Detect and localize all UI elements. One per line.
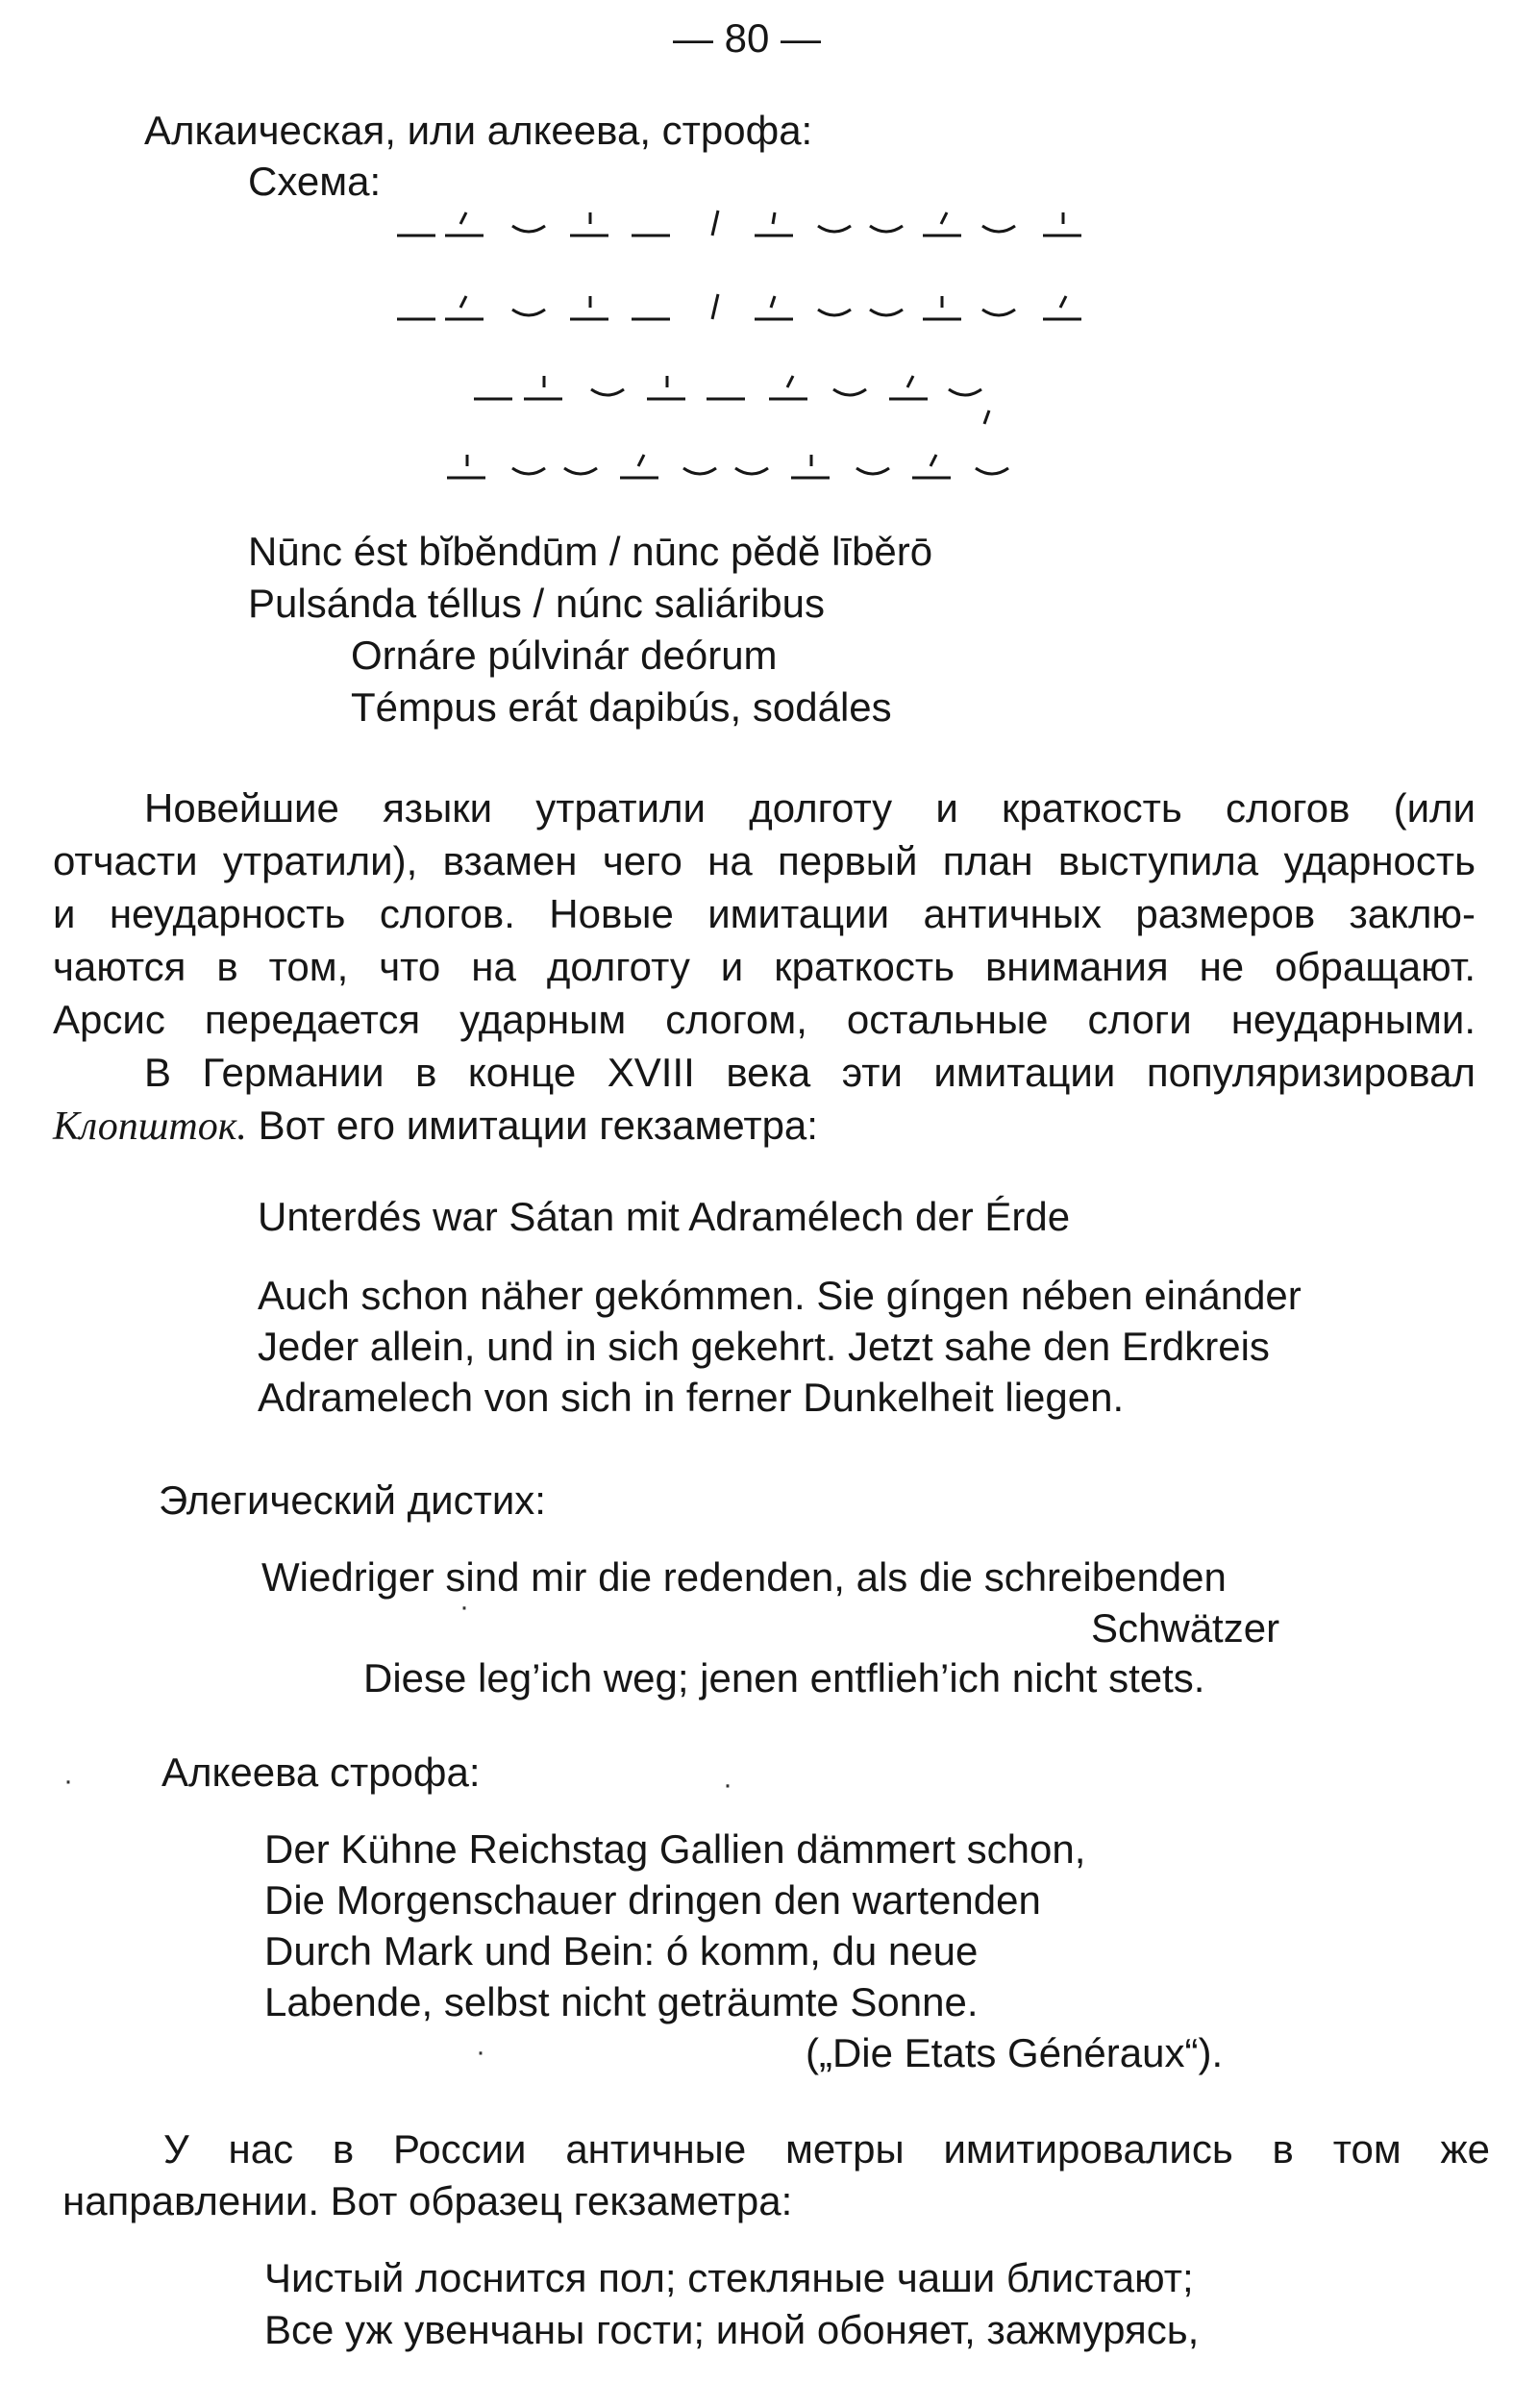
alcaic2-line-2: Die Morgenschauer dringen den wartenden xyxy=(264,1877,1041,1923)
scheme-line-3 xyxy=(474,376,989,424)
speck-mark: · xyxy=(63,1765,73,1797)
latin-verse-line-1: Nūnc ést bĭbĕndūm / nūnc pĕdĕ līběrō xyxy=(248,529,933,574)
latin-verse-line-4: Témpus erát dapibús, sodáles xyxy=(351,684,892,730)
scheme-label: Схема: xyxy=(248,159,382,204)
alcaic2-line-3: Durch Mark und Bein: ó komm, du neue xyxy=(264,1928,979,1974)
metrical-scheme xyxy=(389,197,1139,505)
hexameter-ru-line-1: Чистый лоснится пол; стекляные чаши блистают; xyxy=(264,2255,1194,2300)
elegiac-heading: Элегический дистих: xyxy=(159,1477,546,1523)
paragraph2-rest: Вот его имитации гекзаметра: xyxy=(246,1103,818,1148)
paragraph1-line-5: Арсис передается ударным слогом, остальные слоги неударными. xyxy=(53,997,1476,1042)
paragraph2-line-1: В Германии в конце XVIII века эти имитации популяризировал xyxy=(144,1050,1476,1095)
author-klopstock: Клопшток. xyxy=(53,1105,247,1149)
paragraph2-line-2 xyxy=(53,1101,818,1152)
speck-mark: · xyxy=(476,2036,485,2068)
speck-mark: · xyxy=(459,1591,469,1623)
hexameter-de-line-2: Jeder allein, und in sich gekehrt. Jetzt sahe den Erdkreis xyxy=(258,1324,1270,1369)
paragraph1-line-2: отчасти утратили), взамен чего на первый план выступила ударность xyxy=(53,838,1476,883)
hexameter-de-line-1: Auch schon näher gekómmen. Sie gíngen nében einánder xyxy=(258,1273,1302,1318)
paragraph3-line-1: У нас в России античные метры имитировались в том же xyxy=(163,2126,1490,2172)
alcaic-heading: Алкаическая, или алкеева, строфа: xyxy=(144,108,813,153)
elegiac-line-1: Wiedriger sind mir die redenden, als die schreibenden xyxy=(261,1554,1227,1600)
alcaic2-line-1: Der Kühne Reichstag Gallien dämmert schon, xyxy=(264,1826,1086,1872)
scheme-line-1 xyxy=(397,211,1081,236)
latin-verse-line-3: Ornáre púlvinár deórum xyxy=(351,633,778,678)
page-number: — 80 — xyxy=(673,15,822,61)
paragraph3-line-2: направлении. Вот образец гекзаметра: xyxy=(62,2178,793,2223)
alcaic2-line-4: Labende, selbst nicht geträumte Sonne. xyxy=(264,1979,979,2024)
elegiac-line-3: Diese leg’ich weg; jenen entflieh’ich nicht stets. xyxy=(363,1655,1205,1700)
alcaic2-heading: Алкеева строфа: xyxy=(161,1750,481,1795)
hexameter-de-line-0: Unterdés war Sátan mit Adramélech der Érde xyxy=(258,1194,1071,1239)
elegiac-line-2: Schwätzer xyxy=(1091,1605,1280,1651)
scheme-line-4 xyxy=(447,455,1008,478)
speck-mark: · xyxy=(723,1769,732,1800)
paragraph1-line-3: и неударность слогов. Новые имитации античных размеров заклю- xyxy=(53,891,1476,936)
paragraph1-line-4: чаются в том, что на долготу и краткость внимания не обращают. xyxy=(53,944,1476,989)
hexameter-ru-line-2: Все уж увенчаны гости; иной обоняет, зажмурясь, xyxy=(264,2307,1200,2352)
alcaic2-source: („Die Etats Généraux“). xyxy=(806,2030,1224,2075)
latin-verse-line-2: Pulsánda téllus / núnc saliáribus xyxy=(248,581,826,626)
scheme-line-2 xyxy=(397,294,1081,319)
hexameter-de-line-3: Adramelech von sich in ferner Dunkelheit liegen. xyxy=(258,1375,1125,1420)
paragraph1-line-1: Новейшие языки утратили долготу и краткость слогов (или xyxy=(144,785,1476,831)
